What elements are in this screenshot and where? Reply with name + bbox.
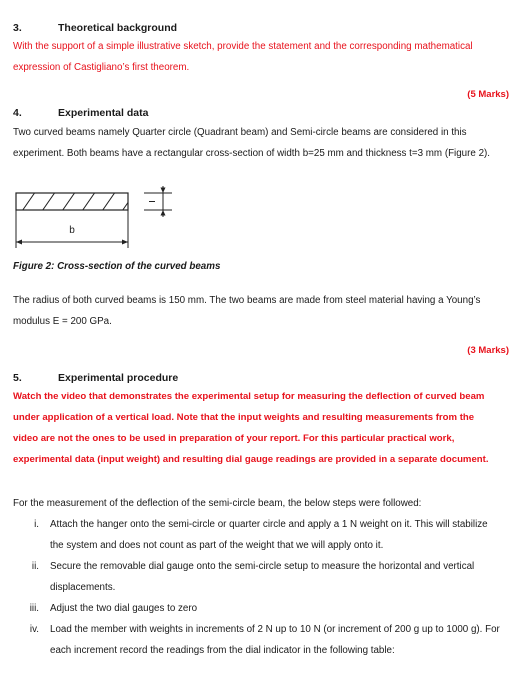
text-line: experiment. Both beams have a rectangular cross-section of width b=25 mm and thickness t=3 mm (Figure 2).: [13, 148, 491, 159]
section-number: 4.: [13, 107, 22, 119]
section-4-paragraph-2: [13, 290, 513, 332]
text-line: under application of a vertical load. Note that the input weights and resulting measurements from the: [13, 412, 475, 423]
cross-section-figure: [10, 186, 180, 250]
text-line: displacements.: [50, 582, 116, 593]
text-line: Secure the removable dial gauge onto the semi-circle setup to measure the horizontal and vertical: [50, 561, 475, 572]
section-title: Theoretical background: [58, 22, 178, 34]
section-title: Experimental data: [58, 107, 149, 119]
list-number: iv.: [29, 624, 39, 635]
list-item: [13, 514, 513, 556]
text-line: experimental data (input weight) and resulting dial gauge readings are provided in a separate document.: [13, 454, 489, 465]
text-line: the system and does not count as part of the weight that we will apply onto it.: [50, 540, 384, 551]
text-line: Load the member with weights in increments of 2 N up to 10 N (or increment of 200 g up to 1000 g). For: [50, 624, 500, 635]
text-line: With the support of a simple illustrative sketch, provide the statement and the corresponding mathematical: [13, 41, 473, 52]
marks-badge: (3 Marks): [467, 345, 509, 356]
thickness-dimension: [144, 186, 172, 217]
list-number: i.: [34, 519, 39, 530]
video-instructions: [13, 386, 513, 470]
list-item: [13, 619, 513, 661]
section-title: Experimental procedure: [58, 372, 179, 384]
text-line: each increment record the readings from the dial indicator in the following table:: [50, 645, 395, 656]
text-line: Watch the video that demonstrates the experimental setup for measuring the deflection of curved beam: [13, 391, 485, 402]
text-line: expression of Castigliano’s first theorem.: [13, 62, 190, 73]
list-number: iii.: [29, 603, 39, 614]
text-line: Two curved beams namely Quarter circle (Quadrant beam) and Semi-circle beams are considered in this: [13, 127, 467, 138]
section-number: 5.: [13, 372, 22, 384]
text-line: Attach the hanger onto the semi-circle or quarter circle and apply a 1 N weight on it. This will stabilize: [50, 519, 488, 530]
text-line: The radius of both curved beams is 150 mm. The two beams are made from steel material having a Young’s: [13, 295, 481, 306]
section-4-heading: [0, 107, 526, 123]
list-item: [13, 556, 513, 598]
list-number: ii.: [31, 561, 39, 572]
procedure-intro: For the measurement of the deflection of the semi-circle beam, the below steps were followed:: [13, 498, 422, 509]
text-line: video are not the ones to be used in preparation of your report. For this particular practical work,: [13, 433, 455, 444]
section-4-paragraph: [13, 122, 513, 164]
text-line: Adjust the two dial gauges to zero: [50, 603, 198, 614]
list-item: [13, 598, 513, 619]
figure-caption: Figure 2: Cross-section of the curved beams: [13, 261, 221, 272]
marks-badge: (5 Marks): [467, 89, 509, 100]
width-label: b: [69, 225, 75, 236]
section-3-question: [13, 36, 513, 78]
section-number: 3.: [13, 22, 22, 34]
text-line: modulus E = 200 GPa.: [13, 316, 112, 327]
